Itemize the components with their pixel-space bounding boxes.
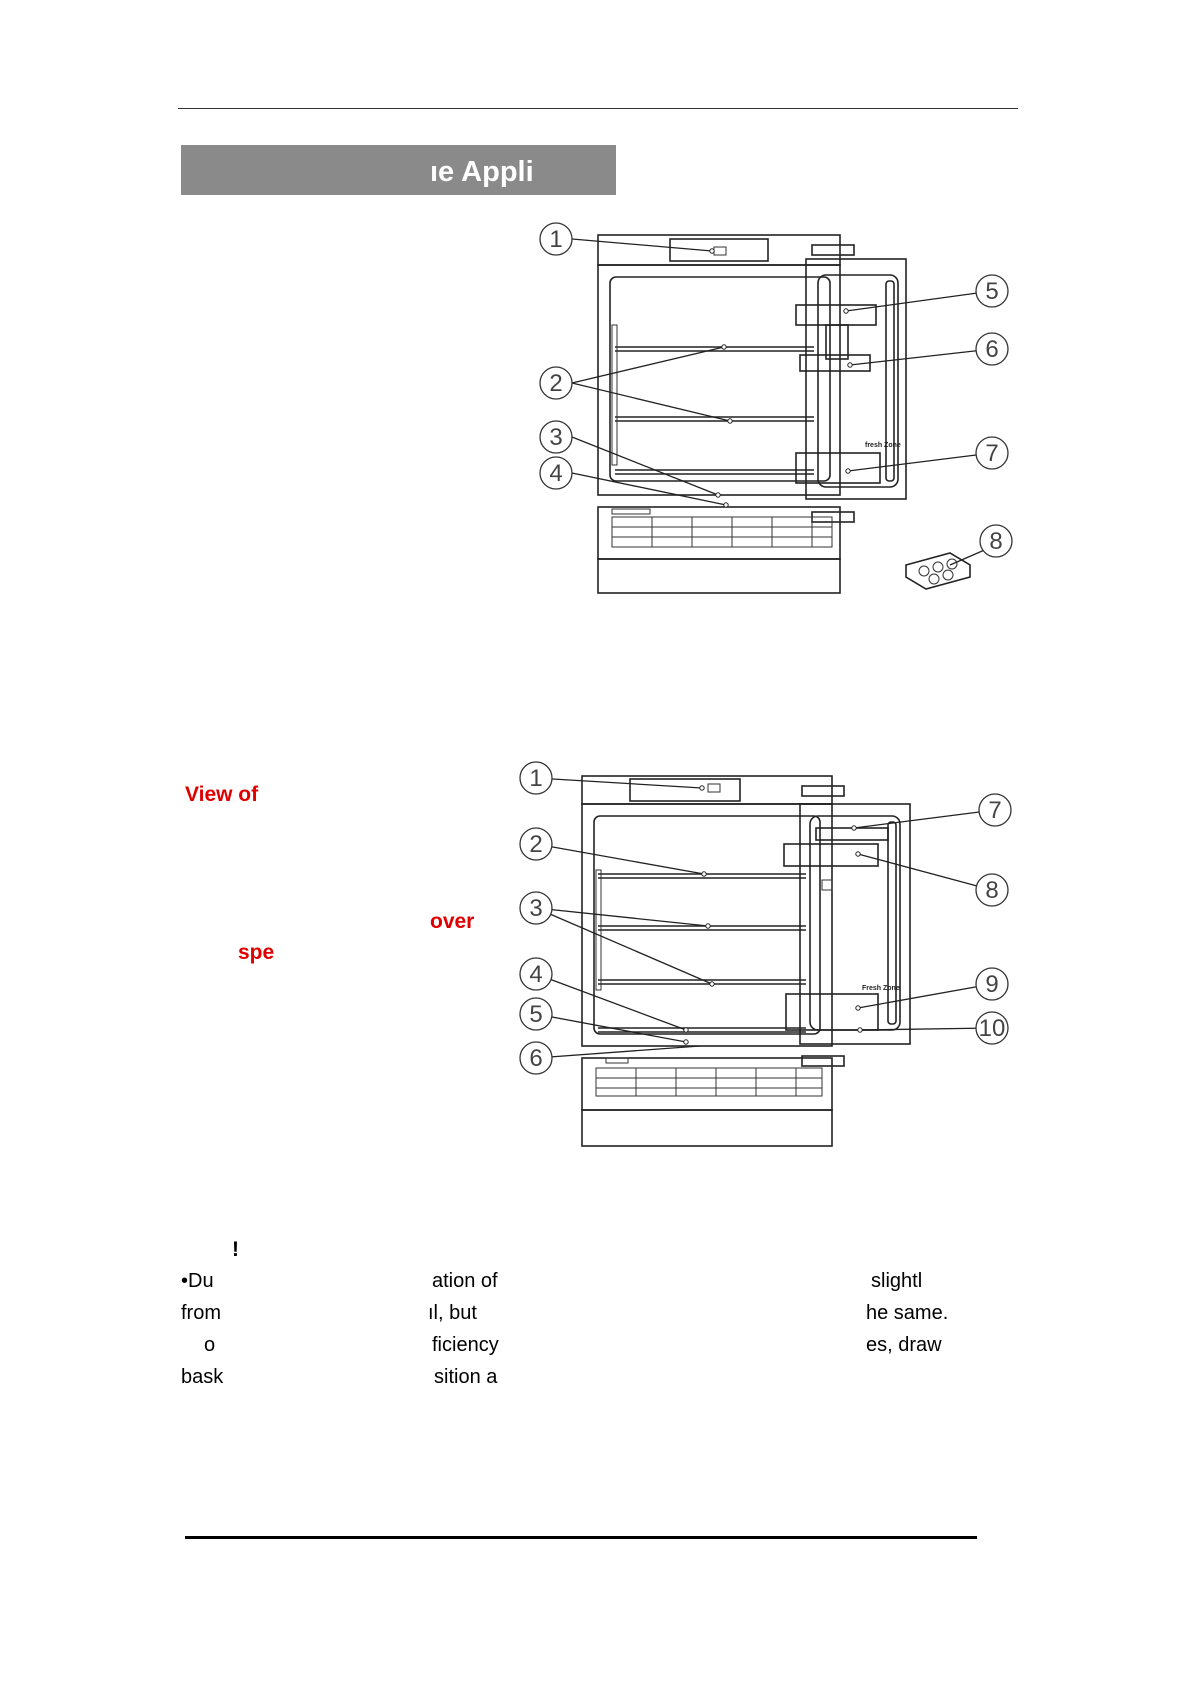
section-title: ıe Appli (430, 156, 534, 188)
svg-text:3: 3 (529, 895, 543, 922)
svg-text:3: 3 (549, 424, 563, 451)
callout-5 (520, 998, 552, 1030)
fresh-zone-label: fresh Zone (865, 442, 901, 449)
callout-8 (976, 874, 1008, 906)
callout-8 (980, 525, 1012, 557)
note-line-1a: •Du (181, 1270, 214, 1292)
callout-7 (979, 794, 1011, 826)
svg-text:8: 8 (989, 528, 1003, 555)
note-line-2a: from (181, 1302, 221, 1324)
fresh-zone-label-2: Fresh Zone (862, 985, 900, 992)
note-line-4b: sition a (434, 1366, 498, 1388)
appliance-diagram-1 (530, 215, 1020, 605)
svg-text:10: 10 (978, 1015, 1006, 1042)
svg-text:5: 5 (985, 278, 999, 305)
note-line-2c: he same. (866, 1302, 949, 1324)
callout-5 (976, 275, 1008, 307)
callout-1 (520, 762, 552, 794)
callout-1 (540, 223, 572, 255)
spe-label: spe (238, 941, 275, 964)
callout-9 (976, 968, 1008, 1000)
svg-text:1: 1 (549, 226, 563, 253)
callout-4 (520, 958, 552, 990)
section-banner (181, 145, 616, 195)
callout-2 (540, 367, 572, 399)
footer-rule (185, 1536, 977, 1539)
svg-text:2: 2 (549, 370, 563, 397)
note-line-3a: o (204, 1334, 216, 1356)
over-label: over (430, 910, 475, 933)
callout-7 (976, 437, 1008, 469)
svg-text:5: 5 (529, 1001, 543, 1028)
note-line-3c: es, draw (866, 1334, 942, 1356)
note-line-3b: ficiency (432, 1334, 499, 1356)
svg-text:2: 2 (529, 831, 543, 858)
svg-text:6: 6 (985, 336, 999, 363)
svg-text:6: 6 (529, 1045, 543, 1072)
view-of-label: View of (185, 783, 259, 806)
note-line-4a: bask (181, 1366, 224, 1388)
note-line-1b: ation of (432, 1270, 498, 1292)
callout-6 (520, 1042, 552, 1074)
callout-3 (520, 892, 552, 924)
callout-2 (520, 828, 552, 860)
callout-10 (976, 1012, 1008, 1044)
svg-text:4: 4 (549, 460, 563, 487)
svg-text:4: 4 (529, 961, 543, 988)
note-mark: ! (232, 1238, 239, 1261)
note-line-1c: slightl (871, 1270, 923, 1292)
callout-6 (976, 333, 1008, 365)
svg-text:9: 9 (985, 971, 999, 998)
svg-text:7: 7 (988, 797, 1002, 824)
callout-3 (540, 421, 572, 453)
header-rule (178, 108, 1018, 109)
note-line-2b: ıl, but (428, 1302, 477, 1324)
svg-text:8: 8 (985, 877, 999, 904)
svg-text:7: 7 (985, 440, 999, 467)
appliance-diagram-2 (510, 752, 1020, 1152)
svg-text:1: 1 (529, 765, 543, 792)
callout-4 (540, 457, 572, 489)
